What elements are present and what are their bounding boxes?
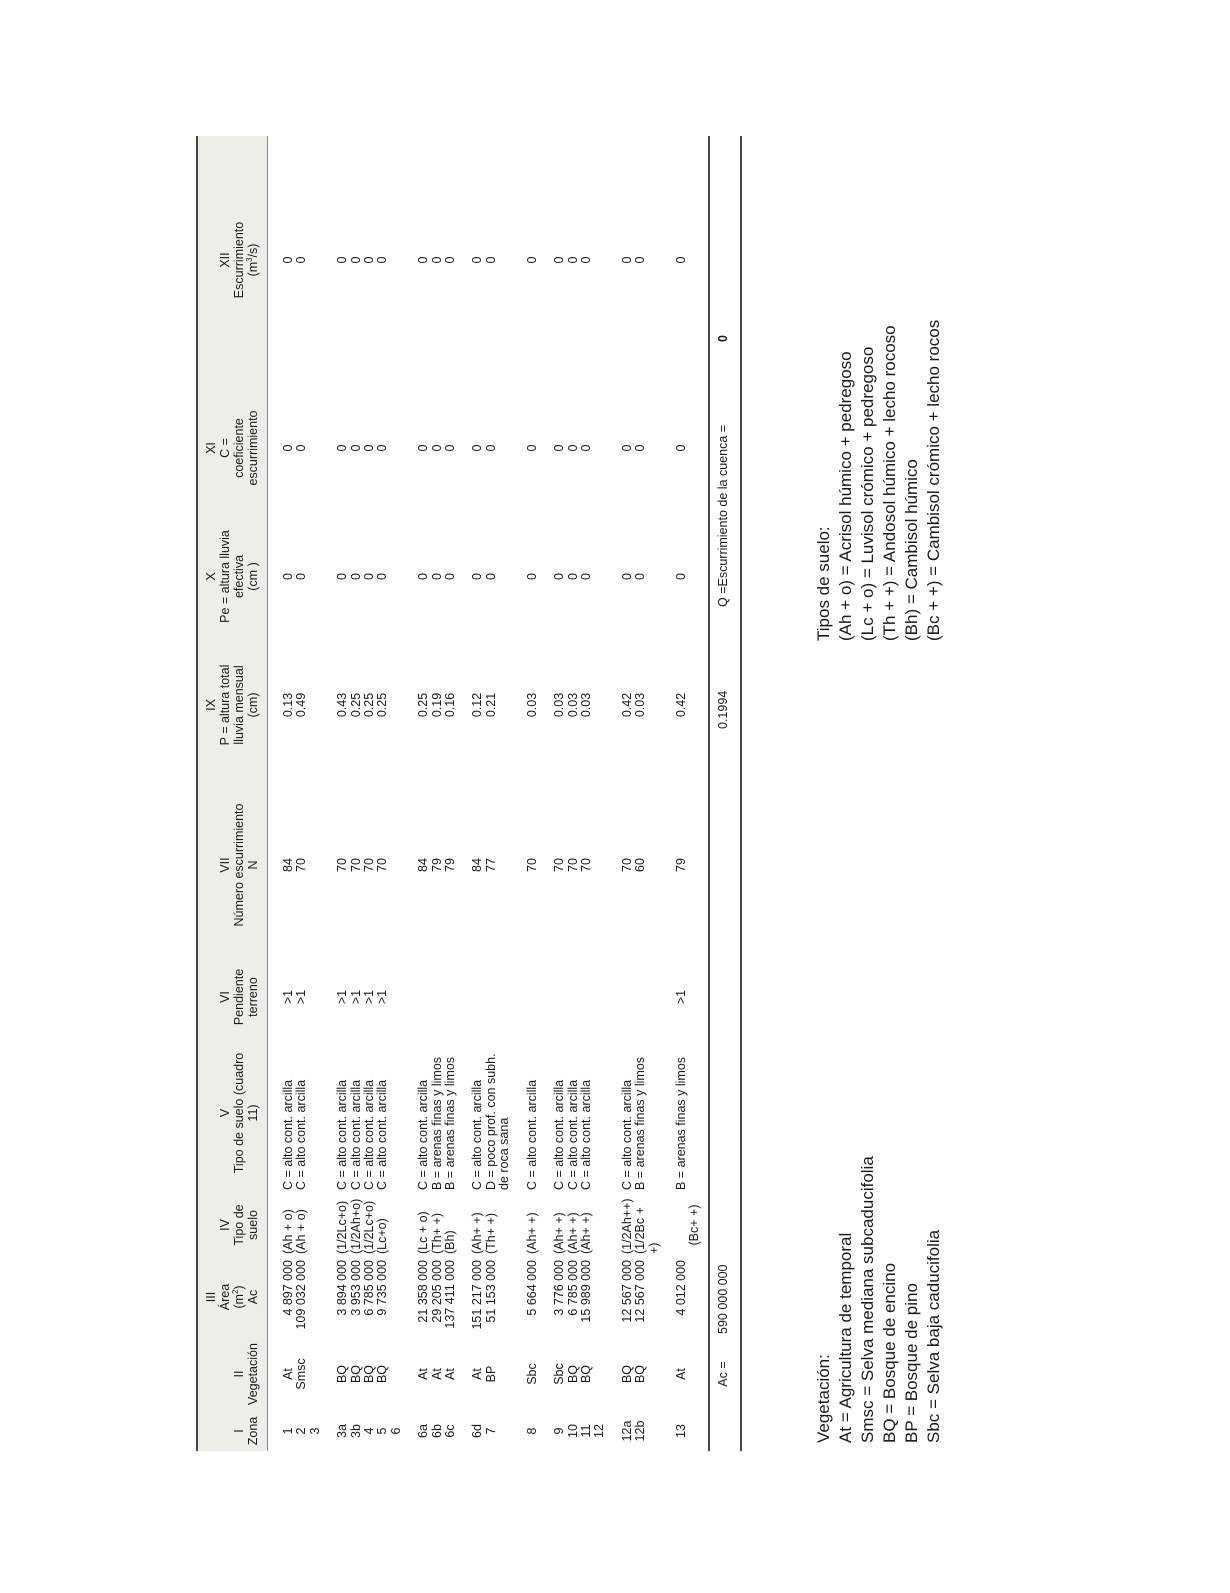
runoff-cell: 0 bbox=[673, 256, 688, 264]
runoff-table bbox=[198, 136, 742, 1451]
table-row bbox=[457, 136, 511, 1451]
coefficient-cell: 0 0 bbox=[619, 444, 648, 452]
runoff-number-cell: 84 70 bbox=[281, 858, 309, 872]
col-header-area-ac: Ac bbox=[246, 1289, 260, 1305]
vegetation-cell: Sbc bbox=[524, 1363, 539, 1385]
area-cell: 151 217 000 51 153 000 bbox=[470, 1260, 498, 1330]
rain-effective-cell: 0 0 0 0 bbox=[335, 573, 390, 580]
rain-total-cell: 0.13 0.49 bbox=[281, 692, 309, 718]
runoff-number-cell: 79 bbox=[673, 858, 688, 872]
runoff-cell: 0 0 bbox=[470, 256, 498, 264]
rain-effective-cell: 0 bbox=[673, 573, 688, 580]
soil-class-cell: C = alto cont. arcilla bbox=[524, 1079, 539, 1190]
vegetation-legend-title: Vegetación: bbox=[814, 1354, 833, 1443]
totals-row bbox=[709, 136, 740, 1451]
col-header-area-unit-close: ) bbox=[232, 1285, 246, 1290]
total-ac-value: 590 000 000 bbox=[709, 1257, 740, 1337]
soil-class-cell: C = alto cont. arcilla D = poco prof. con subh. de roca sana bbox=[470, 1053, 512, 1190]
area-cell: 3 776 000 6 785 000 15 989 000 bbox=[552, 1260, 593, 1323]
vegetation-cell: BQ BQ bbox=[619, 1364, 648, 1384]
extra-soil-row bbox=[688, 136, 709, 1451]
table-row bbox=[268, 136, 323, 1451]
runoff-number-cell: 70 bbox=[524, 858, 539, 872]
runoff-cell: 0 0 0 bbox=[416, 256, 458, 264]
soil-class-cell: C = alto cont. arcilla B = arenas finas y limos B = arenas finas y limos bbox=[416, 1056, 458, 1190]
table-row bbox=[661, 136, 688, 1451]
zona-cell: 6a 6b 6c bbox=[416, 1424, 458, 1438]
col-header-numero-escurrimiento: VII Número escurrimiento N bbox=[198, 769, 268, 961]
coefficient-cell: 0 0 0 bbox=[552, 444, 593, 452]
soil-legend bbox=[813, 320, 945, 641]
vegetation-legend-item: Smsc = Selva mediana subcaducifolia bbox=[858, 1156, 877, 1443]
vegetation-cell: At At At bbox=[416, 1368, 458, 1380]
soil-legend-item: (Bh) = Cambisol húmico bbox=[902, 459, 921, 641]
vegetation-cell: BQ BQ BQ BQ bbox=[335, 1364, 390, 1384]
soil-type-cell: (1/2Ah++) (1/2Bc + +) bbox=[619, 1198, 661, 1254]
vegetation-cell: At BP bbox=[470, 1365, 498, 1383]
col-header-esc-num: XII bbox=[218, 252, 232, 268]
total-q-label: Q =Escurrimiento de la cuenca = bbox=[709, 384, 740, 641]
col-header-area-num: III bbox=[204, 1291, 218, 1303]
rain-effective-cell: 0 bbox=[524, 573, 539, 580]
vegetation-legend bbox=[813, 1156, 945, 1443]
col-header-esc-unit-close: /s) bbox=[246, 243, 260, 258]
col-header-esc-unit: (m bbox=[246, 261, 260, 277]
slope-cell bbox=[539, 961, 607, 1033]
total-p-value: 0.1994 bbox=[709, 641, 740, 769]
vegetation-legend-item: BP = Bosque de pino bbox=[902, 1283, 921, 1443]
table-row bbox=[539, 136, 607, 1451]
slope-cell bbox=[403, 961, 457, 1033]
soil-legend-item: (Th + +) = Andosol húmico + lecho rocoso bbox=[880, 325, 899, 641]
soil-class-cell: C = alto cont. arcilla C = alto cont. arcilla C = alto cont. arcilla bbox=[552, 1079, 593, 1190]
slope-cell bbox=[512, 961, 539, 1033]
runoff-number-cell: 70 70 70 70 bbox=[335, 858, 390, 872]
col-header-zona: I Zona bbox=[198, 1411, 268, 1451]
table-body bbox=[268, 136, 741, 1451]
col-header-tipo-suelo-cuadro: V Tipo de suelo (cuadro 11) bbox=[198, 1033, 268, 1193]
zona-cell: 1 2 3 bbox=[281, 1427, 322, 1435]
col-header-pe-altura: X Pe = altura lluvia efectiva (cm ) bbox=[198, 512, 268, 641]
soil-class-cell: C = alto cont. arcilla C = alto cont. arcilla bbox=[281, 1079, 309, 1190]
soil-class-cell: B = arenas finas y limos bbox=[673, 1056, 688, 1190]
rain-effective-cell: 0 0 0 bbox=[416, 573, 458, 580]
rain-total-cell: 0.42 0.03 bbox=[619, 692, 648, 718]
rain-effective-cell: 0 0 0 bbox=[552, 573, 593, 580]
area-cell: 12 567 000 12 567 000 bbox=[619, 1260, 648, 1323]
table-row bbox=[607, 136, 661, 1451]
area-cell: 4 897 000 109 032 000 bbox=[281, 1260, 309, 1330]
slope-cell: >1 bbox=[673, 989, 688, 1005]
col-header-area-label: Área bbox=[218, 1283, 232, 1311]
soil-type-cell: (Lc + o) (Th+ +) (Bh) bbox=[416, 1211, 458, 1254]
area-cell: 4 012 000 bbox=[673, 1260, 688, 1316]
zona-cell: 9 10 11 12 bbox=[552, 1424, 607, 1438]
col-header-area bbox=[198, 1257, 268, 1337]
zona-cell: 6d 7 bbox=[470, 1424, 498, 1438]
soil-legend-item: (Ah + o) = Acrisol húmico + pedregoso bbox=[836, 351, 855, 641]
runoff-table-container bbox=[196, 136, 742, 1451]
soil-legend-item: (Lc + o) = Luvisol crómico + pedregoso bbox=[858, 346, 877, 641]
slope-cell: >1 >1 >1 >1 bbox=[335, 989, 390, 1005]
vegetation-legend-item: Sbc = Selva baja caducifolia bbox=[924, 1229, 943, 1443]
coefficient-cell: 0 0 bbox=[470, 444, 498, 452]
runoff-cell: 0 bbox=[524, 256, 539, 264]
soil-class-cell: C = alto cont. arcilla B = arenas finas y limos bbox=[619, 1056, 648, 1190]
coefficient-cell: 0 0 0 bbox=[416, 444, 458, 452]
zona-cell: 12a 12b bbox=[619, 1420, 648, 1442]
vegetation-cell: At bbox=[673, 1368, 688, 1380]
extra-soil-cell: (Bc+ +) bbox=[687, 1204, 702, 1246]
col-header-escurrimiento bbox=[198, 136, 268, 384]
zona-cell: 8 bbox=[524, 1427, 539, 1435]
total-q-value: 0 bbox=[709, 136, 740, 384]
table-row bbox=[322, 136, 403, 1451]
coefficient-cell: 0 0 bbox=[281, 444, 309, 452]
rain-effective-cell: 0 0 bbox=[281, 573, 309, 580]
runoff-cell: 0 0 bbox=[281, 256, 309, 264]
table-header-row bbox=[198, 136, 268, 1451]
vegetation-cell: Sbc BQ BQ bbox=[552, 1363, 593, 1385]
coefficient-cell: 0 bbox=[673, 444, 688, 452]
soil-type-cell: (Ah+ +) bbox=[524, 1212, 539, 1254]
slope-cell: >1 >1 bbox=[281, 989, 309, 1005]
zona-cell: 3a 3b 4 5 6 bbox=[335, 1424, 403, 1438]
coefficient-cell: 0 bbox=[524, 444, 539, 452]
table-row bbox=[512, 136, 539, 1451]
runoff-number-cell: 84 79 79 bbox=[416, 858, 458, 872]
area-cell: 3 894 000 3 953 000 6 785 000 9 735 000 bbox=[335, 1260, 390, 1316]
table-row bbox=[403, 136, 457, 1451]
col-header-tipo-suelo: IV Tipo de suelo bbox=[198, 1193, 268, 1257]
soil-legend-title: Tipos de suelo: bbox=[814, 526, 833, 641]
col-header-vegetacion: II Vegetación bbox=[198, 1337, 268, 1411]
runoff-cell: 0 0 bbox=[619, 256, 648, 264]
soil-class-cell: C = alto cont. arcilla C = alto cont. arcilla C = alto cont. arcilla C = alto cont. arcilla bbox=[335, 1079, 390, 1190]
col-header-esc-sup: 3 bbox=[244, 257, 254, 262]
col-header-esc-label: Escurrimiento bbox=[232, 221, 246, 299]
rain-effective-cell: 0 0 bbox=[470, 573, 498, 580]
soil-type-cell: (Ah+ +) (Th+ +) bbox=[470, 1212, 498, 1254]
coefficient-cell: 0 0 0 0 bbox=[335, 444, 390, 452]
soil-type-cell bbox=[661, 1193, 688, 1257]
vegetation-legend-item: BQ = Bosque de encino bbox=[880, 1262, 899, 1443]
rain-total-cell: 0.43 0.25 0.25 0.25 bbox=[335, 692, 390, 718]
vegetation-legend-item: At = Agricultura de temporal bbox=[836, 1232, 855, 1443]
col-header-p-altura: IX P = altura total lluvia mensual (cm) bbox=[198, 641, 268, 769]
soil-type-cell: (Ah + o) (Ah + o) bbox=[281, 1209, 309, 1254]
col-header-area-sup: 2 bbox=[230, 1289, 240, 1295]
soil-legend-item: (Bc + +) = Cambisol crómico + lecho rocos bbox=[924, 319, 943, 641]
rain-total-cell: 0.03 0.03 0.03 bbox=[552, 692, 593, 718]
area-cell: 5 664 000 bbox=[524, 1260, 539, 1316]
runoff-cell: 0 0 0 0 bbox=[335, 256, 390, 264]
slope-cell bbox=[607, 961, 661, 1033]
soil-type-cell: (Ah+ +) (Ah+ +) (Ah+ +) bbox=[552, 1212, 593, 1254]
area-cell: 21 358 000 29 205 000 137 411 000 bbox=[416, 1260, 458, 1329]
runoff-number-cell: 70 60 bbox=[619, 858, 648, 872]
runoff-number-cell: 84 77 bbox=[470, 858, 498, 872]
soil-type-cell: (1/2Lc+o) (1/2Ah+o) (1/2Lc+o) (Lc+o) bbox=[335, 1198, 390, 1254]
runoff-cell: 0 0 0 bbox=[552, 256, 593, 264]
zona-cell: 13 bbox=[673, 1424, 688, 1438]
rain-total-cell: 0.42 bbox=[673, 692, 688, 718]
total-ac-label: Ac = bbox=[709, 1337, 740, 1411]
rain-total-cell: 0.03 bbox=[524, 692, 539, 718]
col-header-area-unit: (m bbox=[232, 1294, 246, 1309]
rain-total-cell: 0.25 0.19 0.16 bbox=[416, 692, 458, 718]
slope-cell bbox=[457, 961, 511, 1033]
col-header-coeficiente: XI C = coeficiente escurrimiento bbox=[198, 384, 268, 512]
rain-effective-cell: 0 0 bbox=[619, 573, 648, 580]
vegetation-cell: At Smsc bbox=[281, 1358, 309, 1390]
runoff-number-cell: 70 70 70 bbox=[552, 858, 593, 872]
col-header-pendiente: VI Pendiente terreno bbox=[198, 961, 268, 1033]
rain-total-cell: 0.12 0.21 bbox=[470, 692, 498, 718]
